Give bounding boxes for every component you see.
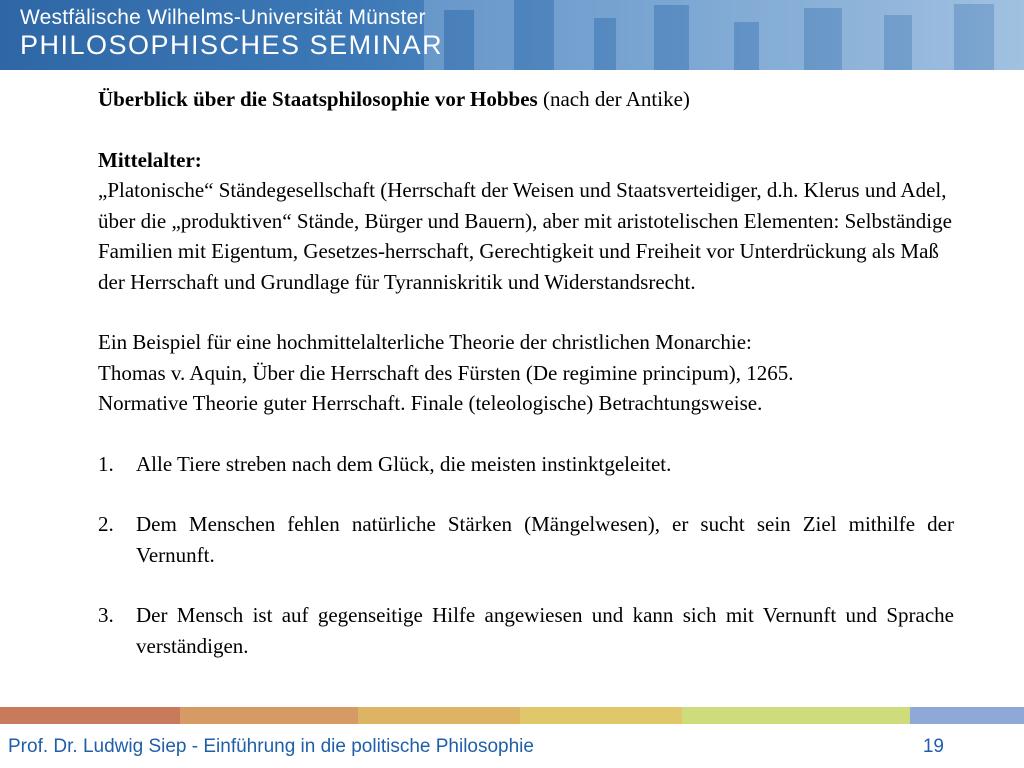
seminar-name: PHILOSOPHISCHES SEMINAR [20, 30, 444, 60]
color-bar-segment [682, 707, 910, 724]
slide-title-bold: Überblick über die Staatsphilosophie vor Hobbes [98, 87, 538, 111]
color-bar [0, 707, 1024, 724]
footer-text: Prof. Dr. Ludwig Siep - Einführung in die politische Philosophie [8, 736, 534, 757]
color-bar-segment [180, 707, 358, 724]
list-number: 3. [98, 603, 114, 627]
list-text: Der Mensch ist auf gegenseitige Hilfe angewiesen und kann sich mit Vernunft und Sprache verständigen. [136, 603, 954, 658]
paragraph-2-line-2: Thomas v. Aquin, Über die Herrschaft des Fürsten (De regimine principum), 1265. [98, 360, 794, 385]
list-text: Alle Tiere streben nach dem Glück, die meisten instinktgeleitet. [136, 451, 672, 476]
list-text: Dem Menschen fehlen natürliche Stärken (Mängelwesen), er sucht sein Ziel mithilfe der Vernunft. [136, 512, 954, 567]
slide-title [98, 84, 954, 115]
header-banner [0, 0, 1024, 70]
color-bar-segment [910, 707, 1024, 724]
list-number: 2. [98, 512, 114, 536]
paragraph-2-line-1: Ein Beispiel für eine hochmittelalterliche Theorie der christlichen Monarchie: [98, 330, 752, 354]
footer [0, 724, 1024, 768]
page-number: 19 [922, 736, 944, 757]
list-item [98, 509, 954, 570]
university-name: Westfälische Wilhelms-Universität Münster [20, 6, 426, 29]
slide-title-rest: (nach der Antike) [537, 87, 690, 111]
paragraph-2-line-3: Normative Theorie guter Herrschaft. Finale (teleologische) Betrachtungsweise. [98, 391, 763, 415]
section-heading: Mittelalter: [98, 147, 202, 172]
paragraph-1: „Platonische“ Ständegesellschaft (Herrschaft der Weisen und Staatsverteidiger, d.h. Klerus und Adel, über die „produktiven“ Stände, Bürger und Bauern), aber mit aristotelischen Elementen: Selbständige Familien mit Eigentum, Gesetzes-herrschaft, Gerechtigkeit und Freiheit vor Unterdrückung als Maß der Herrschaft und Grundlage für Tyranniskritik und Widerstandsrecht. [98, 178, 952, 294]
color-bar-segment [358, 707, 520, 724]
fresco-background-image [424, 0, 1024, 70]
list-number: 1. [98, 451, 114, 476]
list-item [98, 449, 954, 480]
color-bar-segment [0, 707, 180, 724]
list-item [98, 600, 954, 661]
slide-content [98, 84, 954, 661]
color-bar-segment [520, 707, 682, 724]
